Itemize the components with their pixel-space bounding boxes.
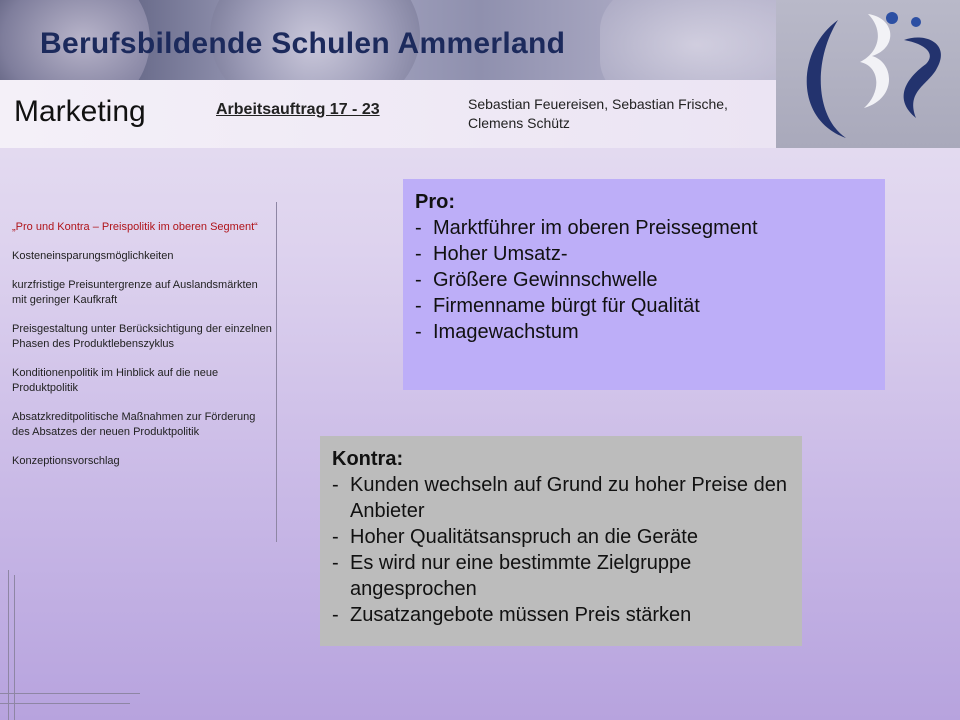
assignment-link[interactable]: Arbeitsauftrag 17 - 23 — [216, 101, 380, 118]
school-logo — [776, 0, 960, 148]
corner-line-v2 — [14, 575, 15, 720]
header-banner — [0, 0, 800, 80]
banner-photo-right — [600, 0, 800, 80]
dash: - — [332, 526, 339, 548]
authors-line-2: Clemens Schütz — [468, 115, 570, 131]
sidebar-item-absatzkredit[interactable]: Absatzkreditpolitische Maßnahmen zur Förderung des Absatzes der neuen Produktpolitik — [12, 411, 256, 438]
dash: - — [415, 243, 422, 265]
sidebar-item-konditionenpolitik[interactable]: Konditionenpolitik im Hinblick auf die neue Produktpolitik — [12, 367, 219, 394]
list-item: - Marktführer im oberen Preissegment — [415, 217, 758, 239]
sidebar-divider — [276, 202, 277, 542]
list-item: - Imagewachstum — [415, 321, 579, 343]
list-item: - Zusatzangebote müssen Preis stärken — [332, 604, 692, 626]
pro-box — [403, 179, 885, 390]
pro-list — [415, 215, 871, 345]
sidebar-item-kosteneinsparung[interactable]: Kosteneinsparungsmöglichkeiten — [12, 250, 174, 262]
dash: - — [332, 552, 339, 574]
authors-line-1: Sebastian Feuereisen, Sebastian Frische, — [468, 96, 728, 112]
dash: - — [332, 474, 339, 496]
authors — [468, 95, 768, 133]
kontra-heading: Kontra: — [332, 448, 404, 470]
dash: - — [332, 604, 339, 626]
list-item: - Firmenname bürgt für Qualität — [415, 295, 700, 317]
sidebar-item-preisuntergrenze[interactable]: kurzfristige Preisuntergrenze auf Auslandsmärkten mit geringer Kaufkraft — [12, 279, 258, 306]
corner-line-h1 — [0, 693, 140, 694]
list-item: - Es wird nur eine bestimmte Zielgruppe angesprochen — [332, 552, 692, 600]
sidebar-item-preisgestaltung[interactable]: Preisgestaltung unter Berücksichtigung der einzelnen Phasen des Produktlebenszyklus — [12, 323, 272, 350]
bbs-logo-icon — [776, 0, 960, 148]
list-item: - Hoher Qualitätsanspruch an die Geräte — [332, 526, 698, 548]
corner-line-v1 — [8, 570, 9, 720]
dash: - — [415, 217, 422, 239]
dash: - — [415, 321, 422, 343]
dash: - — [415, 269, 422, 291]
pro-heading: Pro: — [415, 191, 455, 213]
list-item: - Kunden wechseln auf Grund zu hoher Preise den Anbieter — [332, 474, 787, 522]
page-title: Marketing — [14, 95, 146, 128]
kontra-box — [320, 436, 802, 646]
school-name: Berufsbildende Schulen Ammerland — [40, 27, 566, 60]
sidebar-item-konzeption[interactable]: Konzeptionsvorschlag — [12, 455, 120, 467]
sidebar-item-pro-kontra[interactable]: „Pro und Kontra – Preispolitik im oberen Segment“ — [12, 221, 258, 233]
corner-line-h2 — [0, 703, 130, 704]
list-item: - Hoher Umsatz- — [415, 243, 568, 265]
dash: - — [415, 295, 422, 317]
sidebar-nav — [12, 220, 274, 483]
list-item: - Größere Gewinnschwelle — [415, 269, 658, 291]
kontra-list — [332, 472, 788, 628]
